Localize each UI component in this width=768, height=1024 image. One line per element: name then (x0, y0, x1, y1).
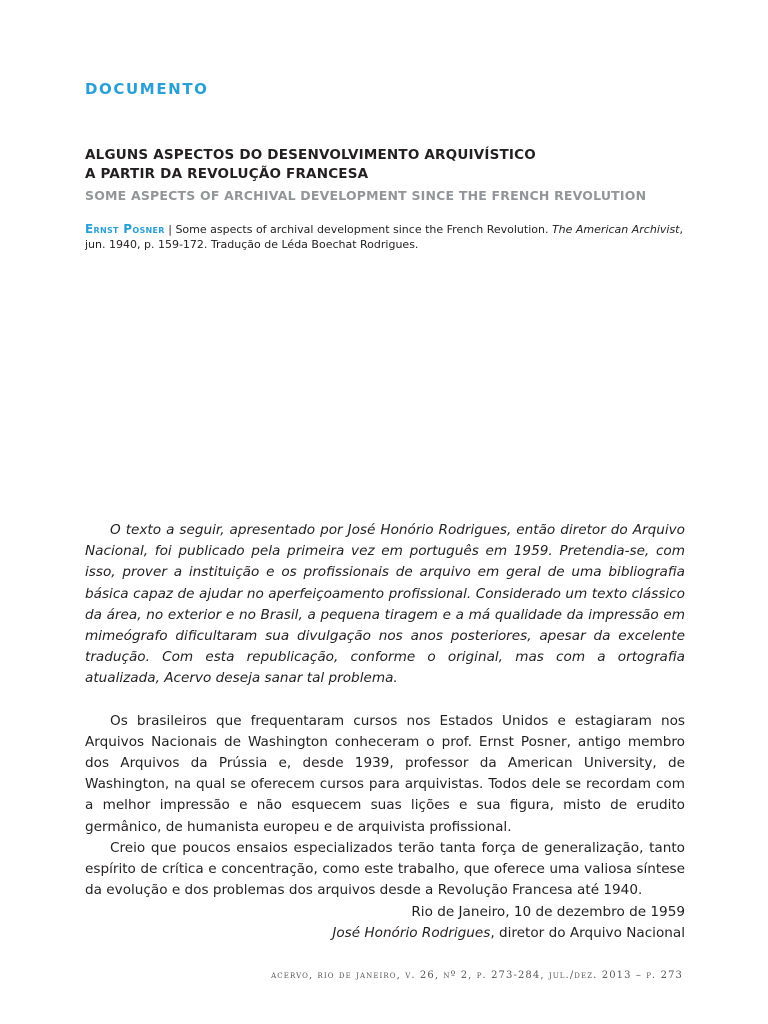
section-label: DOCUMENTO (85, 80, 209, 98)
body-paragraph-2: Creio que poucos ensaios especializados terão tanta força de generalização, tanto espírito de crítica e concentração, como este trabalho, que oferece uma valiosa síntese da evolução e dos problemas dos arquivos desde a Revolução Francesa até 1940. (85, 839, 685, 899)
body-text (85, 520, 685, 901)
signature-author-line (85, 923, 685, 944)
signature-role: , diretor do Arquivo Nacional (490, 925, 685, 942)
reference-author: Ernst Posner (85, 222, 165, 236)
body-paragraph-1: Os brasileiros que frequentaram cursos nos Estados Unidos e estagiaram nos Arquivos Nacionais de Washington conheceram o prof. Ernst Posner, antigo membro dos Arquivos da Prússia e, desde 1939, professor da American University, de Washington, na qual se oferecem cursos para arquivistas. Todos dele se recordam com a melhor impressão e não esquecem suas lições e sua figura, misto de erudito germânico, de humanista europeu e de arquivista profissional. (85, 712, 685, 835)
signature-block (85, 902, 685, 944)
article-title (85, 146, 536, 184)
article-subtitle-english: SOME ASPECTS OF ARCHIVAL DEVELOPMENT SINCE THE FRENCH REVOLUTION (85, 188, 647, 203)
article-title-line-1: ALGUNS ASPECTOS DO DESENVOLVIMENTO ARQUIVÍSTICO (85, 147, 536, 163)
reference-separator: | (168, 223, 172, 236)
reference-journal: The American Archivist (551, 223, 680, 236)
article-title-line-2: A PARTIR DA REVOLUÇÃO FRANCESA (85, 166, 369, 182)
signature-place-date: Rio de Janeiro, 10 de dezembro de 1959 (411, 904, 685, 920)
editorial-intro-paragraph: O texto a seguir, apresentado por José Honório Rodrigues, então diretor do Arquivo Nacional, foi publicado pela primeira vez em português em 1959. Pretendia-se, com isso, prover a instituição e os profissionais de arquivo em geral de uma bibliografia básica capaz de ajudar no aperfeiçoamento profissional. Considerado um texto clássico da área, no exterior e no Brasil, a pequena tiragem e a má qualidade da impressão em mimeógrafo dificultaram sua divulgação nos anos posteriores, apesar da excelente tradução. Com esta republicação, conforme o original, mas com a ortografia atualizada, Acervo deseja sanar tal problema. (85, 522, 685, 687)
bibliographic-reference (85, 222, 685, 252)
reference-details: , jun. 1940, p. 159-172. Tradução de Léda Boechat Rodrigues. (85, 223, 683, 251)
reference-title: Some aspects of archival development since the French Revolution. (171, 223, 552, 236)
page-footer: acervo, rio de janeiro, v. 26, nº 2, p. 273-284, jul./dez. 2013 – p. 273 (271, 970, 683, 981)
signature-name: José Honório Rodrigues (332, 925, 491, 942)
